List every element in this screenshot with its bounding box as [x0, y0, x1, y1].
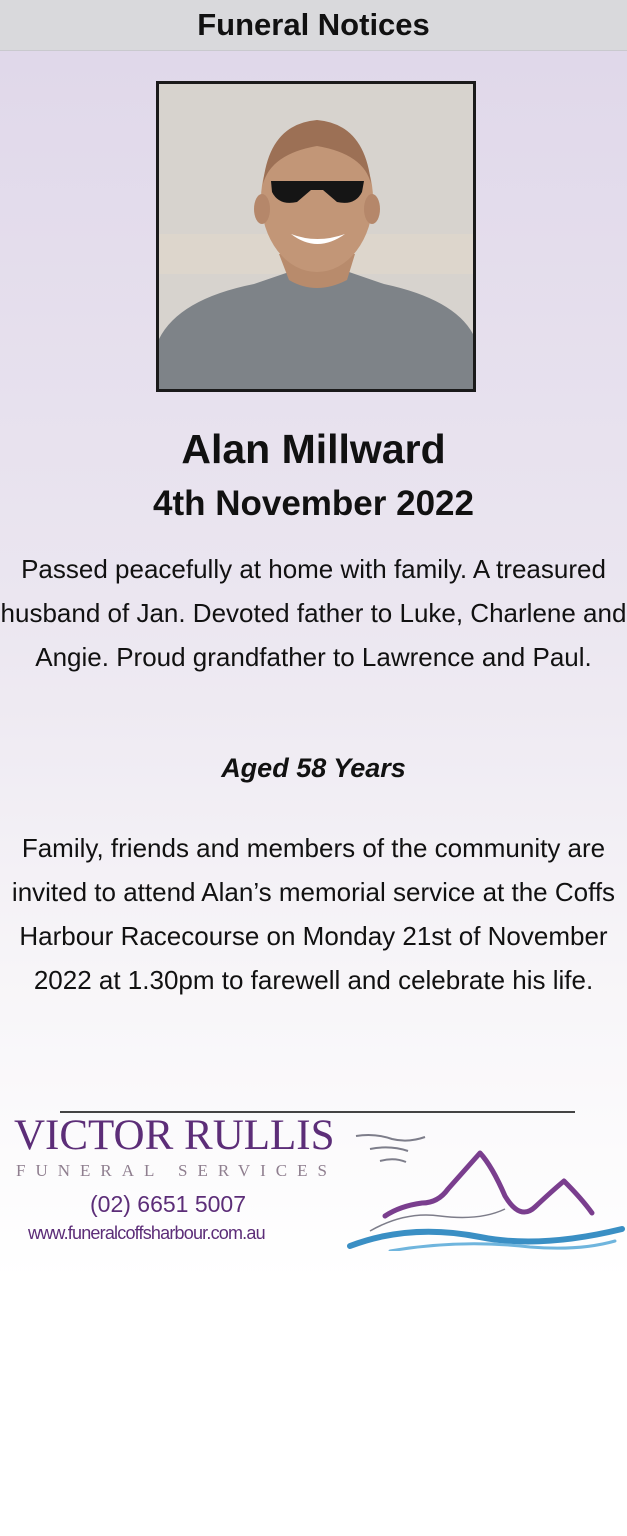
funeral-home-subtitle: FUNERAL SERVICES [16, 1161, 337, 1180]
deceased-name: Alan Millward [181, 426, 446, 472]
funeral-notice [0, 51, 627, 1281]
date-of-passing: 4th November 2022 [153, 484, 474, 523]
funeral-home-name: VICTOR RULLIS [14, 1112, 335, 1159]
mountain-water-logo-icon [330, 1111, 627, 1251]
portrait-illustration [159, 84, 473, 389]
tribute-paragraph: Passed peacefully at home with family. A treasured husband of Jan. Devoted father to Luke, Charlene and Angie. Proud grandfather to Lawrence and Paul. [0, 554, 627, 672]
section-header [0, 0, 627, 51]
funeral-home-website: www.funeralcoffsharbour.com.au [28, 1223, 265, 1243]
age-line: Aged 58 Years [221, 753, 406, 783]
portrait-photo [156, 81, 476, 392]
section-title: Funeral Notices [197, 7, 430, 42]
service-details-paragraph: Family, friends and members of the community are invited to attend Alan’s memorial service at the Coffs Harbour Racecourse on Monday 21st of November 2022 at 1.30pm to farewell and celebrate his life. [11, 833, 616, 995]
funeral-home-phone: (02) 6651 5007 [90, 1191, 247, 1217]
